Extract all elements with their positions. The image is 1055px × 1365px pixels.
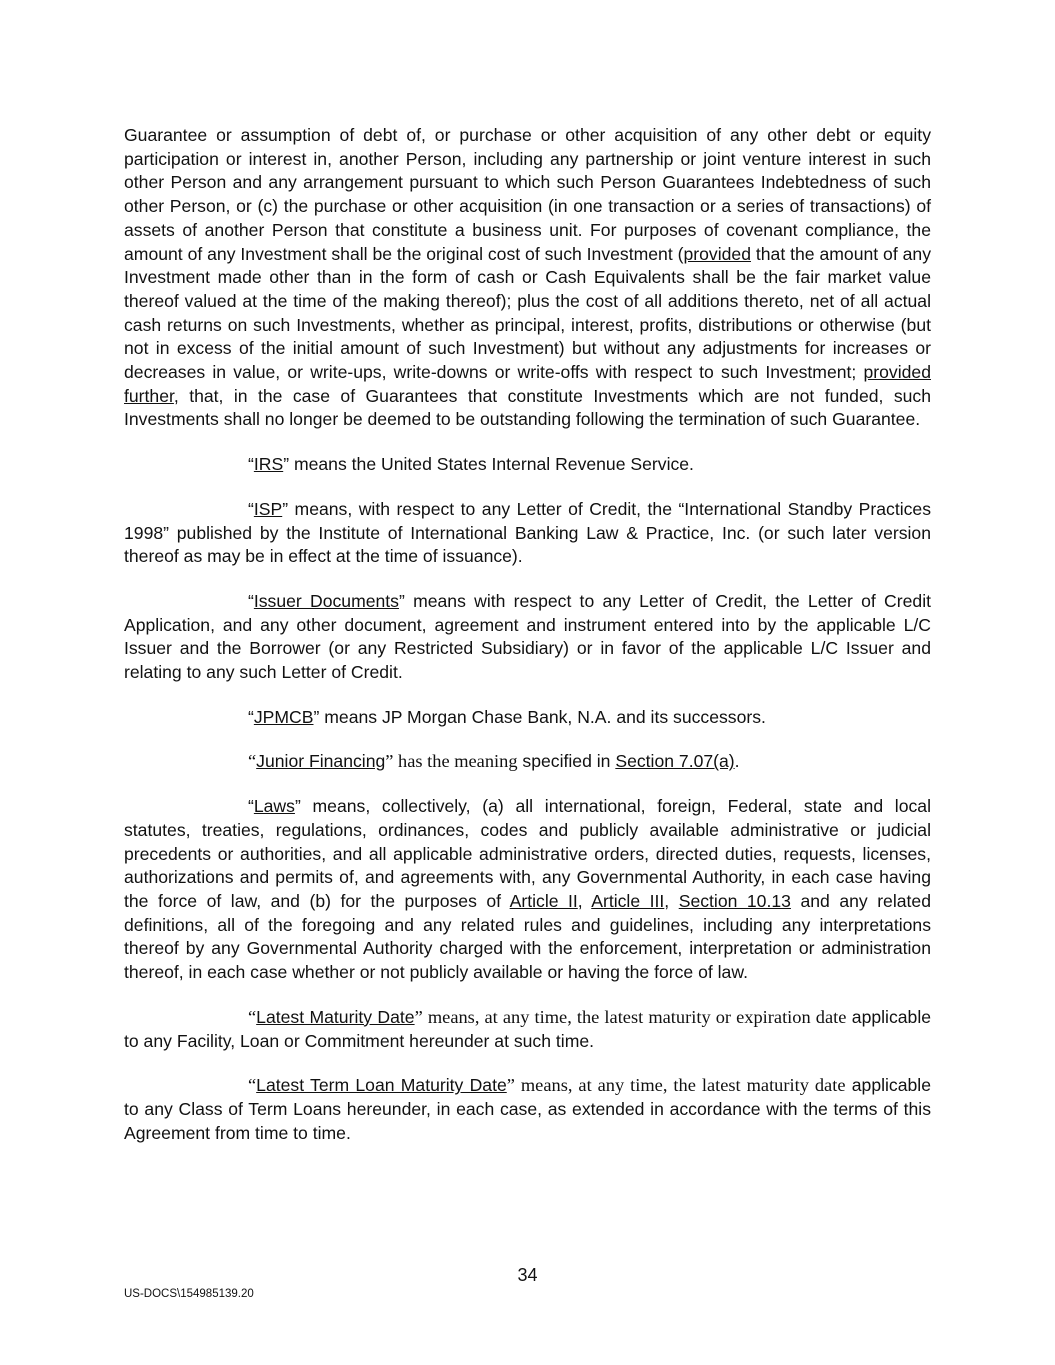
defined-term: ISP [253, 498, 283, 519]
definition-latest-term-loan-maturity-date: “Latest Term Loan Maturity Date” means, at any time, the latest maturity date applicable to any Class of Term Loans hereunder, in each case, as extended in accordance with the terms of this Agreement from time to time. [124, 1075, 931, 1143]
definition-jpmcb: “JPMCB” means JP Morgan Chase Bank, N.A. and its successors. [248, 706, 766, 727]
defined-term: IRS [253, 454, 284, 475]
provided-term: provided [683, 243, 751, 264]
defined-term: JPMCB [253, 706, 314, 727]
defined-term: Laws [253, 796, 295, 817]
definition-laws: “Laws” means, collectively, (a) all international, foreign, Federal, state and local statutes, treaties, regulations, ordinances, codes and publicly available administrative or judicial precedents or authorities, and all applicable administrative orders, directed duties, requests, licenses, authorizations and permits of, and agreements with, any Governmental Authority, in each case having the force of law, and (b) for the purposes of Article II, Article III, Section 10.13 and any related definitions, all of the foregoing and any related rules and guidelines, including any interpretations thereof by any Governmental Authority charged with the enforcement, interpretation or administration thereof, in each case whether or not publicly available or having the force of law. [124, 796, 931, 983]
document-id: US-DOCS\154985139.20 [124, 1288, 254, 1300]
further-term: further [124, 385, 174, 406]
page-number: 34 [517, 1265, 538, 1285]
article-reference: Article II [509, 890, 578, 911]
defined-term: Issuer Documents [253, 590, 399, 611]
definition-isp: “ISP” means, with respect to any Letter of Credit, the “International Standby Practices 1998” published by the Institute of International Banking Law & Practice, Inc. (or such later version thereof as may be in effect at the time of issuance). [124, 498, 931, 567]
definition-junior-financing: “Junior Financing” has the meaning specified in Section 7.07(a). [248, 751, 740, 772]
article-reference: Article III [591, 890, 665, 911]
provided-term: provided [863, 362, 931, 383]
definition-irs: “IRS” means the United States Internal Revenue Service. [248, 454, 694, 475]
section-reference: Section 7.07(a) [615, 751, 735, 772]
section-reference: Section 10.13 [678, 890, 791, 911]
defined-term: Latest Term Loan Maturity Date [256, 1075, 507, 1096]
definition-latest-maturity-date: “Latest Maturity Date” means, at any time, the latest maturity or expiration date applicable to any Facility, Loan or Commitment hereunder at such time. [124, 1006, 932, 1051]
document-body [124, 124, 931, 1145]
definition-issuer-documents: “Issuer Documents” means with respect to any Letter of Credit, the Letter of Credit Application, and any other document, agreement and instrument entered into by the applicable L/C Issuer and the Borrower (or any Restricted Subsidiary) or in favor of the applicable L/C Issuer and relating to any such Letter of Credit. [124, 590, 931, 683]
defined-term: Junior Financing [256, 751, 386, 772]
investment-definition-continuation: Guarantee or assumption of debt of, or purchase or other acquisition of any other debt or equity participation or interest in, another Person, including any partnership or joint venture interest in such other Person and any arrangement pursuant to which such Person Guarantees Indebtedness of such other Person, or (c) the purchase or other acquisition (in one transaction or a series of transactions) of assets of another Person that constitute a business unit. For purposes of covenant compliance, the amount of any Investment shall be the original cost of such Investment (provided that the amount of any Investment made other than in the form of cash or Cash Equivalents shall be the fair market value thereof valued at the time of the making thereof); plus the cost of all additions thereto, net of all actual cash returns on such Investments, whether as principal, interest, profits, distributions or otherwise (but not in excess of the initial amount of such Investment) but without any adjustments for increases or decreases in value, or write-ups, write-downs or write-offs with respect to such Investment; provided further, that, in the case of Guarantees that constitute Investments which are not funded, such Investments shall no longer be deemed to be outstanding following the termination of such Guarantee. [124, 125, 931, 430]
defined-term: Latest Maturity Date [256, 1006, 415, 1027]
